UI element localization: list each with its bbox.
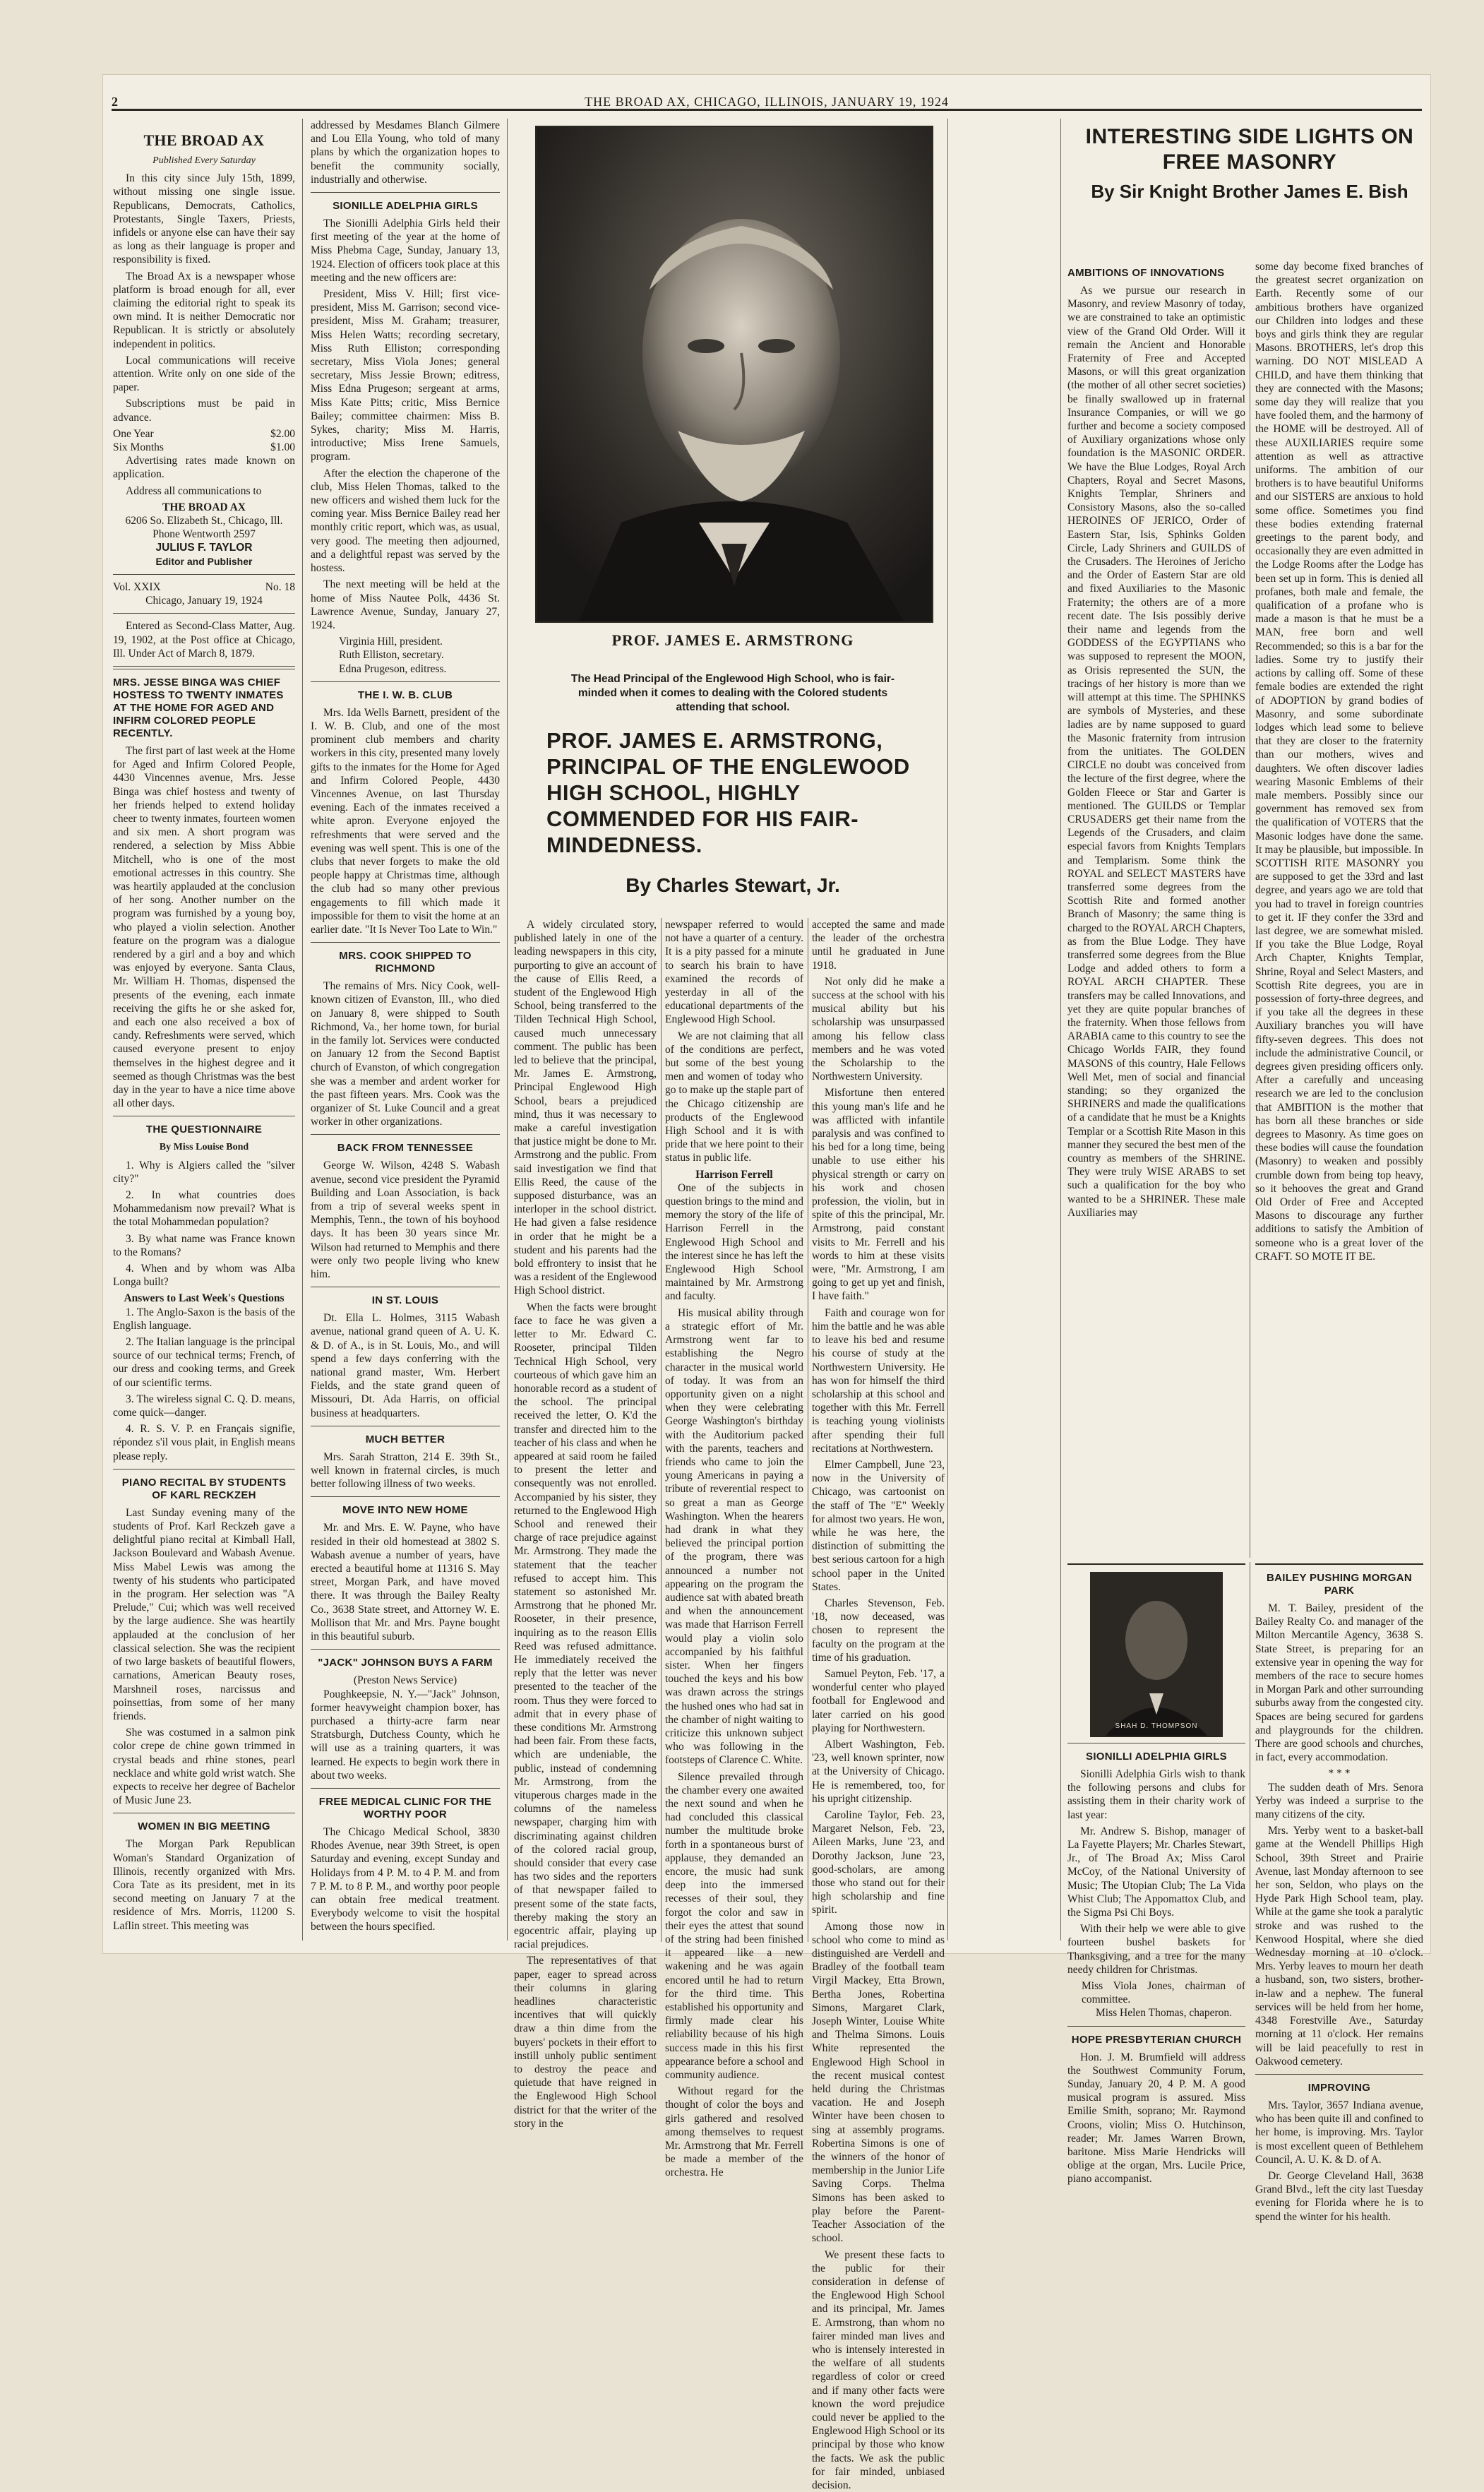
paragraph: 4. R. S. V. P. en Français signifie, répondez s'il vous plait, in English means please reply. — [113, 1422, 295, 1463]
column-9 — [1255, 1563, 1423, 1949]
paragraph: newspaper referred to would not have a quarter of a century. It is a pity passed for a minute to search his brain to have examined the records of yesterday in all of the educational departments of the Englewood High School. — [665, 918, 803, 1027]
paragraph: Mr. Andrew S. Bishop, manager of La Fayette Players; Mr. Charles Stewart, Jr., of The Broad Ax; Miss Carol McCoy, of the National University of Music; The Utopian Club; The La Vida Whist Club; The Appomattox Club, and the Sigma Psi Chi Boys. — [1067, 1825, 1245, 1919]
paragraph: 2. In what countries does Mohammedanism now prevail? What is the total Mohammedan population? — [113, 1188, 295, 1229]
paragraph: Advertising rates made known on application. — [113, 454, 295, 481]
portrait-photo — [535, 126, 933, 623]
portrait-illustration — [1091, 1573, 1221, 1736]
article-headline: THE QUESTIONNAIRE — [113, 1123, 295, 1136]
signature: Miss Viola Jones, chairman of committee. — [1067, 1979, 1245, 2006]
masonry-byline: By Sir Knight Brother James E. Bish — [1077, 179, 1422, 203]
paragraph: 3. The wireless signal C. Q. D. means, come quick—danger. — [113, 1393, 295, 1419]
rate-row: Six Months $1.00 — [113, 441, 295, 454]
paragraph: Sionilli Adelphia Girls wish to thank the following persons and clubs for assisting them in their charity work of last year: — [1067, 1767, 1245, 1822]
paragraph: The Morgan Park Republican Woman's Standard Organization of Illinois, recently organized with Mrs. Cora Tate as its president, met in its second meeting on January 7 at the residence of Mrs. Morris, 11200 S. Laflin street. This meeting was — [113, 1837, 295, 1932]
paragraph: M. T. Bailey, president of the Bailey Realty Co. and manager of the Milton Mercantile Agency, 3638 S. State Street, is preparing for an extensive year in opening the way for members of the race to secure homes in Morgan Park and other surrounding suburbs away from the congested city. Spaces are being secured for gardens and playgrounds for the children. There are good schools and churches, in fact, every accommodation. — [1255, 1602, 1423, 1764]
paragraph: Elmer Campbell, June '23, now in the University of Chicago, was cartoonist on the staff of The "E" Weekly for almost two years. He won, while he was here, the distinction of submitting the best serious cartoon for a high school paper in the United States. — [812, 1458, 945, 1594]
paragraph: Subscriptions must be paid in advance. — [113, 397, 295, 424]
column-divider — [507, 119, 508, 1940]
paragraph: 1. Why is Algiers called the "silver city?" — [113, 1159, 295, 1186]
article-headline: AMBITIONS OF INNOVATIONS — [1067, 267, 1245, 280]
paragraph: The Broad Ax is a newspaper whose platform is broad enough for all, ever claiming the editorial right to speak its own mind. It is neither Democratic nor Republican. It is strictly or absolutely independent in politics. — [113, 270, 295, 351]
column-8 — [1067, 1563, 1245, 1949]
paragraph: As we pursue our research in Masonry, and review Masonry of today, we are constrained to take an optimistic view of the Grand Old Order. Will it remain the Ancient and Honorable Fraternity of Free and Accepted Masons, or will this great organization (the mother of all other secret societies) be finally swallowed up in fraternal Insurance Companies, or will we go further and become a society composed of Auxiliary organizations whose only foundation is the MASONIC ORDER. We have the Blue Lodges, Royal Arch Chapters, Royal and Secret Masons, Knights Templar, Shriners and Consistory Masons, also the so-called HEROINES OF JERICO, Order of Eastern Star, Isis, Sphinks Golden Circle, Lady Shriners and GUILDS of the Crusaders. The Heroines of Jericho and the Order of Eastern Star are old and fixed Auxiliaries to the Masonic Fraternity; the others are of a more recent date. The Isis possibly derive their name and legends from the GODDESS of the EGYPTIANS who was supposed to represent the MOON, as Orisis represented the SUN, the tracings of her history is more than we will attempt at this time. The SPHINKS are symbols of Mysteries, and these ladies are by name supposed to guard the Masonic fraternity from intrusion from the unitiates. The GOLDEN CIRCLE no doubt was conceived from the lecture of the first degree, where the Golden Fleece or Star and Garter is mentioned. The GUILDS or Templar CRUSADERS get their name from the Legends of the Crusaders, and claim especial favors from Knights Templars and Templarism. Some think the ROYAL and SELECT MASTERS have transferred some degrees from the Scottish Rite and formed another Branch of Masonry; the same thing is charged to the ROYAL ARCH Chapters, as from the Blue Lodge. They have transferred some degrees from the Blue Lodge and added others to form a ROYAL ARCH CHAPTER. These transfers may be called Innovations, and yet they are quite popular branches of the fraternity. When those fellows from ARABIA came to this country to see the Chicago Worlds FAIR, they found MASONS of this country, Hale Fellows Well Met, men of social and financial standing; so they organized the SHRINERS and made the qualifications of a candidate that he must be a Knights Templar or a Scottish Rite Mason in this manner they secured the best men of the country as members of the SHRINE. They were truly WISE ARABS to set such a qualification for the boy who wanted to be a SHRINER. These male Auxiliaries may — [1067, 284, 1245, 1220]
byline: By Miss Louise Bond — [113, 1140, 295, 1154]
page-number: 2 — [112, 95, 119, 109]
editor-name: JULIUS F. TAYLOR — [113, 541, 295, 554]
paragraph: Mrs. Sarah Stratton, 214 E. 39th St., well known in fraternal circles, is much better following illness of two weeks. — [311, 1450, 500, 1491]
paragraph: Dt. Ella L. Holmes, 3115 Wabash avenue, national grand queen of A. U. K. & D. of A., is in St. Louis, Mo., and will spend a few days conferring with the national grand master, Wm. Herbert Fields, and the state grand queen of Missouri, Dt. Ada Harris, on official business at headquarters. — [311, 1311, 500, 1420]
column-7 — [1255, 260, 1423, 1559]
masthead — [112, 88, 1422, 116]
article-headline: FREE MEDICAL CLINIC FOR THE WORTHY POOR — [311, 1796, 500, 1821]
article-headline: THE I. W. B. CLUB — [311, 689, 500, 702]
portrait-label: SHAH D. THOMPSON — [1091, 1719, 1221, 1733]
masonry-headline — [1077, 124, 1422, 203]
paragraph: We present these facts to the public for their consideration in defense of the Englewood High School and its principal, Mr. James E. Armstrong, than whom no fairer minded man lives and who is intensely interested in the welfare of all students regardless of color or creed and if many other facts were known the word prejudice could never be applied to the Englewood High School or its principal by those who know the facts. We ask the public for fair minded, unbiased decision. — [812, 2248, 945, 2492]
photo-caption-description: The Head Principal of the Englewood High School, who is fair-minded when it comes to dealing with the Colored students attending that school. — [555, 672, 911, 715]
paragraph: When the facts were brought face to face he was given a letter to Mr. Edward C. Rooseter, principal Tilden Technical High School, very courteous of which gave him an honorable record as a student of the school. The principal received the letter, O. K'd the transfer and directed him to the teacher of his class and when he appeared at said room he failed to present the letter and consequently was not enrolled. Accompanied by his sister, they returned to the Englewood High School and renewed their charge of race prejudice against Mr. Armstrong. They made the statement that the teacher refused to accept him. This statement so astonished Mr. Armstrong that he phoned Mr. Rooseter, in their presence, inquiring as to the reason Ellis Reed was refused admittance. He immediately received the reply that the letter was never presented to the teacher of the room. Thus they were forced to admit that in every phase of these conditions Mr. Armstrong had been fair. From these facts, which are undeniable, the public, instead of condemning Mr. Armstrong, from the vituperous charges made in the columns of the nameless newspaper, charging him with discriminating against children of the colored racial group, should consider that every case has two sides and the reporters of that newspaper failed to present some of the state facts, thereby making the story an egocentric affair, playing up racial prejudices. — [514, 1301, 657, 1952]
column-6 — [1067, 260, 1245, 1559]
paragraph: In this city since July 15th, 1899, without missing one single issue. Republicans, Democrats, Catholics, Protestants, Single Taxers, Priests, infidels or anyone else can have their say as long as their language is proper and responsibility is fixed. — [113, 172, 295, 266]
paragraph: Without regard for the thought of color the boys and girls gathered and resolved among themselves to request Mr. Armstrong that Mr. Ferrell be made a member of the orchestra. He — [665, 2085, 803, 2179]
paragraph: The remains of Mrs. Nicy Cook, well-known citizen of Evanston, Ill., who died on January 8, were shipped to South Richmond, Va., her home town, for burial in the family lot. Services were conducted on January 12 from the Second Baptist church of Evanston, of which congregation she was a member and ardent worker for the past fifteen years. Mrs. Cook was the organizer of St. Luke Council and a great worker in other organizations. — [311, 979, 500, 1128]
column-4 — [665, 918, 803, 1948]
byline: By Charles Stewart, Jr. — [535, 874, 931, 897]
paragraph: Mrs. Ida Wells Barnett, president of the I. W. B. Club, and one of the most prominent club members and charity workers in this city, presented many lovely gifts to the inmates for the Home for Aged and Infirm Colored People, 4430 Vincennes Avenue, on last Thursday evening. Each of the inmates received a white apron. Everyone enjoyed the refreshments that were served and the evening was well spent. This is one of the clubs that never forgets to make the old people happy at Christmas time, although the club had so many other previous engagements to fill which made it impossible for them to visit the home at an earlier date. "It Is Never Too Late to Win." — [311, 706, 500, 936]
article-headline: WOMEN IN BIG MEETING — [113, 1820, 295, 1833]
article-headline: "JACK" JOHNSON BUYS A FARM — [311, 1657, 500, 1669]
paragraph: 1. The Anglo-Saxon is the basis of the English language. — [113, 1306, 295, 1333]
newspaper-page — [103, 75, 1430, 1953]
paragraph: Address all communications to — [113, 484, 295, 498]
paragraph: Among those now in school who come to mind as distinguished are Verdell and Bradley of the football team Virgil Mackey, Etta Brown, Bertha Jones, Robertina Simons, Margaret Clark, Joseph Winter, Louise White and Thelma Simons. Louis White represented the Englewood High School in the recent musical contest held during the Christmas vacation. He and Joseph Winter have been chosen to sing at assembly programs. Robertina Simons is one of the winners of the honor of membership in the Junior Life Saving Corps. Thelma Simons has been asked to play before the Parent-Teacher Association of the school. — [812, 1920, 945, 2246]
article-headline: MUCH BETTER — [311, 1433, 500, 1446]
paragraph: After the election the chaperone of the club, Miss Helen Thomas, talked to the new officers and wished them luck for the coming year. Miss Bernice Bailey read her monthly critic report, which was, as usual, very good. The meeting then adjourned, and a delightful repast was served by the hostess. — [311, 467, 500, 576]
paragraph: The Chicago Medical School, 3830 Rhodes Avenue, near 39th Street, is open Saturday and evening, except Sunday and Holidays from 4 P. M. to 4 P. M. and from 7 P. M. to 8 P. M., and worthy poor people can obtain free medical treatment. Everybody welcome to visit the hospital between the hours specified. — [311, 1825, 500, 1934]
column-divider — [947, 119, 948, 1940]
paragraph: 4. When and by whom was Alba Longa built? — [113, 1262, 295, 1289]
paragraph: accepted the same and made the leader of the orchestra until he graduated in June 1918. — [812, 918, 945, 972]
paragraph: some day become fixed branches of the greatest secret organization on Earth. Recently some of our ambitious brothers have organized our Children into lodges and these boys and girls think they are regular Masons. BROTHERS, let's drop this warning. DO NOT MISLEAD A CHILD, and have them thinking that they are connected with the Masons; some day they will realize that you have fooled them, and the harmony of the HOME will be destroyed. All of these AUXILIARIES require some attention as well as attractive uniforms. The ambition of our brothers is to have beautiful Uniforms and our SISTERS are anxious to hold some office. Sometimes you find these bodies extending fraternal greetings to the parent body, and occasionally they are even admitted in the Lodge Rooms after the Lodge has been set up in form. This is denied all profanes, both male and female, the qualification of a profane who is made a mason is that he must be a MAN, free born and well Recommended; so this is a bar for the ladies. Some try to justify their actions by calling off. Some of these female bodies are extended the right of ADOPTION by grand bodies of Masonry, and some subordinate lodges which lead some to believe that they are closer to the fraternity than our mothers, wives and daughters. We often discover ladies wearing Masonic Emblems of their male members. Possibly since our government has removed sex from the qualification of VOTERS that the Masonic lodges have done the same. It may be plausible, but impossible. In SCOTTISH RITE MASONRY you are supposed to get the 33rd and last degree, and years ago we are told that you had to travel in foreign countries to get it. IF they confer the 33rd and last degree, we are somewhat misled. If you take the Blue Lodge, Royal Arch Chapter, Knights Templar, Shrine, Royal and Select Masters, and Scottish Rite degrees, you are in possession of forty-three degrees, and if you take all the degrees in these Auxiliary branches you will have fifty-seven degrees. This does not include the administrative Council, or degrees given presiding officers only. After a carefully and unceasing research we are led to the conclusion that AMBITION is the mother that has born all these branches or side degrees to Masonry. As time goes on these bodies will cause the foundation (Masonry) to weaken and possibly crumble down from being top heavy, so it behooves the great and Grand Old Order of Free and Accepted Masons to discourage any further additions to satisfy the Ambition of someone who is a great lover of the CRAFT. SO MOTE IT BE. — [1255, 260, 1423, 1263]
rate-row: One Year $2.00 — [113, 427, 295, 441]
paragraph: Mrs. Yerby went to a basket-ball game at the Wendell Phillips High School, 39th Street and Prairie Avenue, last Monday afternoon to see her son, Seldon, who plays on the Hyde Park High School team, play. While at the game she took a paralytic stroke and was rushed to the Kenwood Hospital, where she died Wednesday morning at 10 o'clock. Mrs. Yerby leaves to mourn her death a husband, son, two sisters, brother-in-law and a nephew. The funeral services will be held from her home, 4348 Forestville Ave., Saturday morning at 11 o'clock. Her remains will be laid peacefully to rest in Oakwood cemetery. — [1255, 1824, 1423, 2068]
portrait-photo-small — [1090, 1572, 1223, 1737]
address-line: THE BROAD AX — [113, 501, 295, 514]
paragraph: The sudden death of Mrs. Senora Yerby was indeed a surprise to the many citizens of the city. — [1255, 1781, 1423, 1822]
paragraph: The representatives of that paper, eager to spread across their columns in glaring headlines characteristic incentives that will quickly draw a thin dime from the buyers' pockets in their effort to instill unholy public sentiment to destroy the peace and quietude that have reigned in the Englewood High School district for that the writer of the story in the — [514, 1954, 657, 2130]
paragraph: The next meeting will be held at the home of Miss Nautee Polk, 4436 St. Lawrence Avenue, Sunday, January 27, 1924. — [311, 578, 500, 632]
column-divider — [302, 119, 303, 1940]
column-divider — [1060, 119, 1061, 1940]
paragraph: Dr. George Cleveland Hall, 3638 Grand Blvd., left the city last Tuesday evening for Florida where he is to spend the winter for his health. — [1255, 2169, 1423, 2224]
article-headline: IN ST. LOUIS — [311, 1294, 500, 1307]
signature: Miss Helen Thomas, chaperon. — [1067, 2006, 1245, 2020]
paragraph: With their help we were able to give fourteen bushel baskets for Thanksgiving, and a tree for the many needy children for Christmas. — [1067, 1922, 1245, 1977]
signature: Edna Prugeson, editress. — [311, 662, 500, 676]
paper-name: THE BROAD AX — [113, 131, 295, 150]
paragraph: addressed by Mesdames Blanch Gilmere and Lou Ella Young, who told of many plans by which the organization hopes to benefit the community socially, industrially and otherwise. — [311, 119, 500, 186]
masonry-title: INTERESTING SIDE LIGHTS ON FREE MASONRY — [1077, 124, 1422, 175]
paragraph: We are not claiming that all of the conditions are perfect, but some of the best young men and women of today who go to make up the staple part of the Chicago citizenship are products of the Englewood High School and it is with pride that we here point to their status in public life. — [665, 1030, 803, 1165]
paragraph: Local communications will receive attention. Write only on one side of the paper. — [113, 354, 295, 395]
address-line: 6206 So. Elizabeth St., Chicago, Ill. — [113, 514, 295, 527]
portrait-illustration — [537, 127, 932, 621]
article-headline: PIANO RECITAL BY STUDENTS OF KARL RECKZEH — [113, 1477, 295, 1502]
signature: Virginia Hill, president. — [311, 635, 500, 648]
column-divider — [661, 918, 662, 1942]
main-headline: PROF. JAMES E. ARMSTRONG, PRINCIPAL OF THE ENGLEWOOD HIGH SCHOOL, HIGHLY COMMENDED FOR HIS FAIR-MINDEDNESS. — [546, 727, 919, 858]
paragraph: Hon. J. M. Brumfield will address the Southwest Community Forum, Sunday, January 20, 4 P. M. A good musical program is assured. Miss Emilie Smith, soprano; Mr. Raymond Croons, violin; Miss O. Hutchinson, reader; Mr. James Warren Brown, baritone. Miss Marie Hendricks will oblige at the organ, Mrs. Lucile Price, piano accompanist. — [1067, 2051, 1245, 2186]
article-headline: SIONILLI ADELPHIA GIRLS — [1067, 1751, 1245, 1763]
article-headline: HOPE PRESBYTERIAN CHURCH — [1067, 2034, 1245, 2046]
paragraph: The Sionilli Adelphia Girls held their first meeting of the year at the home of Miss Phebma Cage, Sunday, January 13, 1924. Election of officers took place at this meeting and the new officers are: — [311, 217, 500, 285]
masthead-rule — [112, 109, 1422, 111]
paragraph: George W. Wilson, 4248 S. Wabash avenue, second vice president the Pyramid Building and Loan Association, is back from a trip of several weeks spent in Memphis, Tenn., the town of his boyhood days. It has been 30 years since Mr. Wilson had returned to Memphis and there were only two people living who knew him. — [311, 1159, 500, 1281]
address-line: Phone Wentworth 2597 — [113, 527, 295, 541]
news-service: (Preston News Service) — [311, 1674, 500, 1687]
paragraph: Entered as Second-Class Matter, Aug. 19, 1902, at the Post office at Chicago, Ill. Under Act of March 8, 1879. — [113, 619, 295, 660]
column-3 — [514, 918, 657, 1948]
paragraph: A widely circulated story, published lately in one of the leading newspapers in this city, purporting to give an account of the cause of Ellis Reed, a student of the Englewood High School, being transferred to the Tilden Technical High School, caused much unnecessary comment. The public has been led to believe that the principal, Mr. James E. Armstrong, Principal Englewood High School, bears a prejudiced mind, thus it was necessary to make a careful investigation that justice might be done to Mr. Armstrong and the public. From said investigation we find that Ellis Reed, the cause of the supposed disturbance, was an interloper in the school district. He had given a false residence in order that he might be a student and his parents had the bold effrontery to insist that he was a resident of the Englewood High School district. — [514, 918, 657, 1298]
paragraph: The first part of last week at the Home for Aged and Infirm Colored People, 4430 Vincennes avenue, Mrs. Jesse Binga was chief hostess and twenty of her friends helped to extend holiday cheer to twenty inmates, fourteen women and six men. A short program was rendered, a selection by Miss Abbie Mitchell, who is one of the most emotional actresses in this country. She was heartily applauded at the conclusion of her song. Another number on the program was furnished by a young boy, who played a violin selection. Another feature on the program was a dialogue rendered by a girl and a boy and which was enjoyed by everyone. Santa Claus, Mr. William H. Thomas, dispensed the presents of the evening, each inmate receiving the gifts he or she asked for, and each one also received a box of candy. Refreshments were served, which caused everyone present to enjoy themselves in the highest degree and it seemed as though Christmas was the best day in the year to have a nice time above all other days. — [113, 744, 295, 1110]
paragraph: Faith and courage won for him the battle and he was able to leave his bed and resume his course of study at the Northwestern University. He has won for himself the third scholarship at this school and together with this Mr. Ferrell is teaching young violinists after spending their full recitations at Northwestern. — [812, 1306, 945, 1455]
paragraph: She was costumed in a salmon pink color crepe de chine gown trimmed in crystal beads and rhine stones, pearl necklace and white gold wrist watch. She expects to receive her degree of Bachelor of Music June 23. — [113, 1726, 295, 1807]
paragraph: Silence prevailed through the chamber every one awaited the next sound and when he had concluded this classical number the multitude broke forth in a spontaneous burst of applause, they demanded an encore, the music had sunk deep into the immersed recesses of their soul, they forgot the color and saw in their eyes the attest that sound of the string had been finished it appeared like a new wakening and he was again encored until he had to return for the third time. This established his opportunity and firmly made clear his reliability because of his high success made in this his first appearance before a school and community audience. — [665, 1770, 803, 2082]
article-headline: IMPROVING — [1255, 2082, 1423, 2094]
paragraph: Poughkeepsie, N. Y.—"Jack" Johnson, former heavyweight champion boxer, has purchased a thirty-acre farm near Stratsburgh, Dutchess County, which he will use as a training quarters, it was learned. He expects to begin work there in about two weeks. — [311, 1688, 500, 1782]
paragraph: President, Miss V. Hill; first vice-president, Miss M. Garrison; second vice-president, Miss M. Graham; treasurer, Miss Helen Watts; recording secretary, Miss Ruth Elliston; corresponding secretary, Miss Viola Jones; general secretary, Miss Jessie Brown; editress, Miss Edna Prugeson; sergeant at arms, Miss Kate Pitts; critic, Miss Bernice Bailey; committee chairmen: Miss B. Sykes, charity; Miss M. Harris, introductive; Miss Irene Samuels, program. — [311, 287, 500, 464]
dateline: Chicago, January 19, 1924 — [113, 594, 295, 607]
subheading: Answers to Last Week's Questions — [113, 1292, 295, 1305]
article-headline: BACK FROM TENNESSEE — [311, 1142, 500, 1155]
paragraph: Misfortune then entered this young man's life and he was afflicted with infantile paralysis and was confined to his bed for a long time, being unable to use either his physical strength or carry on his work and chosen profession, the violin, but in spite of this the principal, Mr. Armstrong, paid constant visits to Mr. Ferrell and his words to him at these visits were, "Mr. Armstrong, I am going to get up yet and finish, I have faith." — [812, 1086, 945, 1303]
section-stars: * * * — [1255, 1767, 1423, 1780]
masthead-title: THE BROAD AX, CHICAGO, ILLINOIS, JANUARY 19, 1924 — [112, 95, 1422, 109]
paragraph: Samuel Peyton, Feb. '17, a wonderful center who played football for Englewood and later carried on his good playing for Northwestern. — [812, 1667, 945, 1735]
paragraph: One of the subjects in question brings to the mind and memory the story of the life of Harrison Ferrell in the Englewood High School and the interest since he has left the Englewood High School maintained by Mr. Armstrong and faculty. — [665, 1181, 803, 1304]
column-2 — [311, 119, 500, 1948]
volume-row: Vol. XXIX No. 18 — [113, 580, 295, 594]
subheading: Harrison Ferrell — [665, 1168, 803, 1181]
paragraph: Albert Washington, Feb. '23, well known sprinter, now at the University of Chicago. He is remembered, too, for his upright citizenship. — [812, 1738, 945, 1806]
paragraph: Caroline Taylor, Feb. 23, Margaret Nelson, Feb. '23, Aileen Marks, June '23, and Dorothy Jackson, June '23, good-scholars, are among those who stand out for their high scholarship and fine spirit. — [812, 1808, 945, 1917]
editor-title: Editor and Publisher — [113, 555, 295, 568]
paragraph: 2. The Italian language is the principal source of our technical terms; French, of our dress and cooking terms, and Greek of our scientific terms. — [113, 1335, 295, 1390]
published-note: Published Every Saturday — [113, 154, 295, 167]
paragraph: Last Sunday evening many of the students of Prof. Karl Reckzeh gave a delightful piano recital at Kimball Hall, Jackson Boulevard and Wabash Avenue. Miss Mabel Lewis was among the twenty of his students who participated in the program. Her selection was "A Prelude," Cui; which was well received by the large audience. She was heartily applauded at the conclusion of her classical selection. She was the recipient of two large baskets of beautiful flowers, carnations, American Beauty roses, Marshneil roses, narcissus and poinsettias, from some of her many friends. — [113, 1506, 295, 1723]
paragraph: Not only did he make a success at the school with his musical ability but his scholarship was unsurpassed among his fellow class members and he was voted the Scholarship to the Northwestern University. — [812, 975, 945, 1084]
column-1 — [113, 119, 295, 1948]
paragraph: Mrs. Taylor, 3657 Indiana avenue, who has been quite ill and confined to her home, is improving. Mrs. Taylor is most excellent queen of Bethlehem Council, A. U. K. & D. of A. — [1255, 2099, 1423, 2166]
signature: Ruth Elliston, secretary. — [311, 648, 500, 662]
article-headline: MRS. COOK SHIPPED TO RICHMOND — [311, 950, 500, 975]
paragraph: His musical ability through a strategic effort of Mr. Armstrong went far to establishing the Negro character in the musical world of today. It was from an opportunity given on a night when they were celebrating George Washington's birthday with the Auditorium packed with the parents, teachers and friends who came to join the young Americans in paying a tribute of reverential respect to so great a man as George Washington. When the hearers had drank in what they believed the principal portion of the program, there was announced a number not appearing on the program the audience sat with abated breath and when the announcement was made that Harrison Ferrell would play a violin solo accompanied by his faithful sister. When her fingers touched the keys and his bow was drawn across the strings the hushed ones who had sat in the chamber of night waiting to criticize this unknown subject who was following in the footsteps of Clarence C. White. — [665, 1306, 803, 1767]
photo-caption-name: PROF. JAMES E. ARMSTRONG — [535, 631, 931, 650]
article-headline: BAILEY PUSHING MORGAN PARK — [1255, 1572, 1423, 1597]
article-headline: SIONILLE ADELPHIA GIRLS — [311, 200, 500, 213]
paragraph: Charles Stevenson, Feb. '18, now deceased, was chosen to represent the faculty on the program at the time of his graduation. — [812, 1597, 945, 1664]
column-5 — [812, 918, 945, 1948]
article-headline: MRS. JESSE BINGA WAS CHIEF HOSTESS TO TWENTY INMATES AT THE HOME FOR AGED AND INFIRM COLORED PEOPLE RECENTLY. — [113, 676, 295, 740]
paragraph: 3. By what name was France known to the Romans? — [113, 1232, 295, 1259]
paragraph: Mr. and Mrs. E. W. Payne, who have resided in their old homestead at 3802 S. Wabash avenue a number of years, have erected a beautiful home at 11316 S. May street, Morgan Park, and have moved there. It was through the Bailey Realty Co., 3638 State street, and Attorney W. E. Mollison that Mr. and Mrs. Payne bought in this beautiful suburb. — [311, 1521, 500, 1643]
article-headline: MOVE INTO NEW HOME — [311, 1504, 500, 1517]
